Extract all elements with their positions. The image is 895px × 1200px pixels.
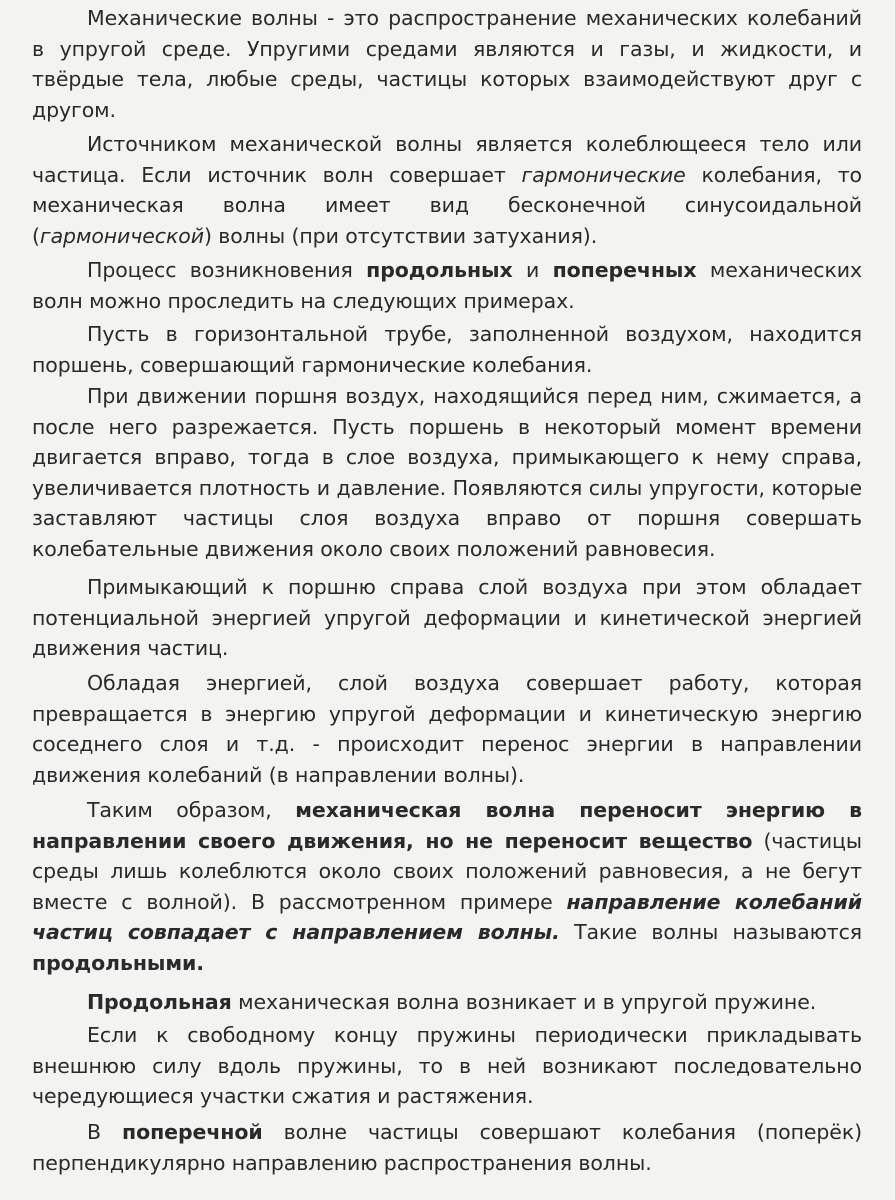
paragraph-longitudinal-definition: [32, 795, 862, 978]
paragraph-spring-force: [32, 1020, 862, 1112]
text-run: волне частицы совершают колебания (поперёк) перпендикулярно направлению распространения волны.: [32, 1120, 862, 1175]
text-run: направление колебаний частиц совпадает с направлением волны.: [32, 889, 862, 944]
paragraph-mechanical-waves-definition: [32, 3, 862, 125]
text-run: Таким образом,: [87, 798, 296, 822]
text-run: Процесс возникновения: [87, 258, 367, 282]
text-run: поперечных: [552, 258, 697, 282]
text-run: Механические волны - это распространение механических колебаний в упругой среде. Упругими средами являются и газы, и жидкости, и твёрдые тела, любые среды, частицы которых взаимодействуют друг с другом.: [32, 6, 862, 122]
paragraph-wave-types-intro: [32, 255, 862, 316]
text-run: механических волн можно проследить на следующих примерах.: [32, 258, 862, 313]
paragraph-spring-longitudinal: [32, 987, 862, 1018]
text-run: Если к свободному концу пружины периодически прикладывать внешнюю силу вдоль пружины, то в ней возникают последовательно чередующиеся участки сжатия и растяжения.: [32, 1023, 862, 1108]
text-run: механическая волна переносит энергию в направлении своего движения, но не переносит вещество: [32, 798, 862, 853]
paragraph-wave-source: [32, 129, 862, 251]
text-run: ) волны (при отсутствии затухания).: [203, 223, 598, 248]
paragraph-energy-transfer: [32, 668, 862, 790]
text-run: гармонической: [39, 223, 204, 248]
text-run: Продольная: [87, 990, 232, 1014]
text-run: гармонические: [521, 162, 686, 187]
text-run: и: [512, 258, 553, 282]
text-run: В: [87, 1120, 123, 1144]
text-run: колебания, то механическая волна имеет вид бесконечной синусоидальной (: [32, 162, 862, 248]
document-page: [32, 0, 862, 1200]
text-run: поперечной: [122, 1120, 263, 1144]
text-run: продольными.: [32, 950, 204, 975]
text-run: Примыкающий к поршню справа слой воздуха при этом обладает потенциальной энергией упругой деформации и кинетической энергией движения частиц.: [32, 575, 862, 660]
text-run: продольных: [366, 258, 513, 282]
paragraph-piston-motion: [32, 381, 862, 564]
text-run: механическая волна возникает и в упругой пружине.: [231, 990, 817, 1014]
text-run: Пусть в горизонтальной трубе, заполненной воздухом, находится поршень, совершающий гармонические колебания.: [32, 322, 862, 377]
paragraph-transverse-definition: [32, 1117, 862, 1178]
text-run: Источником механической волны является колеблющееся тело или частица. Если источник волн совершает: [32, 132, 862, 187]
paragraph-piston-example: [32, 319, 862, 380]
text-run: При движении поршня воздух, находящийся перед ним, сжимается, а после него разрежается. Пусть поршень в некоторый момент времени двигается вправо, тогда в слое воздуха, примыкающего к нему справа, увеличивается плотность и давление. Появляются силы упругости, которые заставляют частицы слоя воздуха вправо от поршня совершать колебательные движения около своих положений равновесия.: [32, 384, 862, 561]
text-run: Обладая энергией, слой воздуха совершает работу, которая превращается в энергию упругой деформации и кинетическую энергию соседнего слоя и т.д. - происходит перенос энергии в направлении движения колебаний (в направлении волны).: [32, 671, 862, 787]
text-run: Такие волны называются: [559, 920, 863, 944]
paragraph-layer-energy: [32, 572, 862, 664]
text-run: (частицы среды лишь колеблются около своих положений равновесия, а не бегут вместе с волной). В рассмотренном примере: [32, 828, 862, 914]
